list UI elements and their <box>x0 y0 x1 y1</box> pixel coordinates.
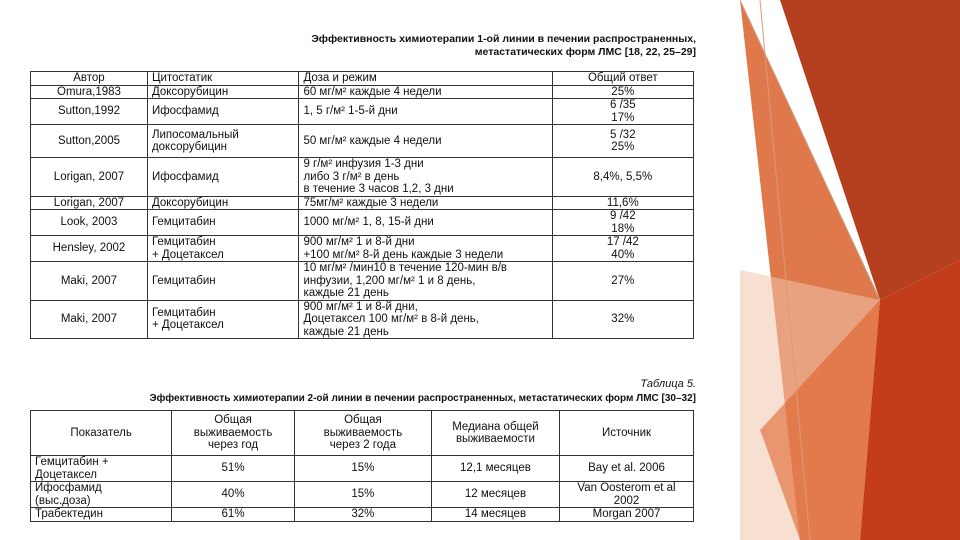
table2-cell-os2: 32% <box>294 508 431 522</box>
table2-cell-indicator: Ифосфамид (выс.доза) <box>31 482 172 508</box>
table1-cell-author: Hensley, 2002 <box>31 236 148 262</box>
table1-cell-response: 9 /42 18% <box>552 210 693 236</box>
table1-cell-dose: 10 мг/м² /мин10 в течение 120-мин в/в инфузии, 1,200 мг/м² 1 и 8 день, каждые 21 день <box>299 262 552 301</box>
table1-cell-drug: Ифосфамид <box>147 99 299 125</box>
table2-label: Таблица 5. <box>640 378 696 390</box>
table1-cell-drug: Гемцитабин + Доцетаксел <box>147 300 299 339</box>
table2-cell-median: 12,1 месяцев <box>431 456 559 482</box>
table1-cell-drug: Гемцитабин <box>147 262 299 301</box>
table1-cell-response: 8,4%, 5,5% <box>552 158 693 197</box>
table1-row <box>31 85 694 99</box>
table1-cell-drug: Доксорубицин <box>147 85 299 99</box>
table1-cell-response: 17 /42 40% <box>552 236 693 262</box>
table1-cell-dose: 1000 мг/м² 1, 8, 15-й дни <box>299 210 552 236</box>
table2-cell-source: Morgan 2007 <box>560 508 694 522</box>
table2-row <box>31 456 694 482</box>
table2-cell-source: Bay et al. 2006 <box>560 456 694 482</box>
table2-row <box>31 482 694 508</box>
table1-cell-dose: 9 г/м² инфузия 1-3 дни либо 3 г/м² в день в течение 3 часов 1,2, 3 дни <box>299 158 552 197</box>
table2-cell-indicator: Трабектедин <box>31 508 172 522</box>
table1-row <box>31 158 694 197</box>
table1-cell-drug: Гемцитабин + Доцетаксел <box>147 236 299 262</box>
table1-cell-author: Look, 2003 <box>31 210 148 236</box>
table1-cell-drug: Доксорубицин <box>147 196 299 210</box>
table1-cell-dose: 900 мг/м² 1 и 8-й дни, Доцетаксел 100 мг/м² в 8-й день, каждые 21 день <box>299 300 552 339</box>
table2-cell-os1: 61% <box>172 508 295 522</box>
table1-cell-author: Sutton,2005 <box>31 125 148 158</box>
table1-row <box>31 196 694 210</box>
table2-cell-os2: 15% <box>294 482 431 508</box>
table1-cell-response: 27% <box>552 262 693 301</box>
table1-cell-drug: Липосомальный доксорубицин <box>147 125 299 158</box>
table1-cell-dose: 50 мг/м² каждые 4 недели <box>299 125 552 158</box>
table1-cell-response: 5 /32 25% <box>552 125 693 158</box>
table1-row <box>31 262 694 301</box>
table1-cell-dose: 900 мг/м² 1 и 8-й дни +100 мг/м² 8-й день каждые 3 недели <box>299 236 552 262</box>
table2-cell-median: 14 месяцев <box>431 508 559 522</box>
table1-cell-author: Omura,1983 <box>31 85 148 99</box>
table1-cell-dose: 1, 5 г/м² 1-5-й дни <box>299 99 552 125</box>
table2-header-indicator: Показатель <box>31 411 172 456</box>
table1-title-line2: метастатических форм ЛМС [18, 22, 25–29] <box>474 46 696 58</box>
table2-header-source: Источник <box>560 411 694 456</box>
table1-header-author: Автор <box>31 72 148 86</box>
table1-cell-response: 32% <box>552 300 693 339</box>
table1-row <box>31 210 694 236</box>
table2-header-os2: Общая выживаемость через 2 года <box>294 411 431 456</box>
table1-cell-author: Lorigan, 2007 <box>31 196 148 210</box>
table1 <box>30 71 694 339</box>
table2-cell-source: Van Oosterom et al 2002 <box>560 482 694 508</box>
table2-cell-indicator: Гемцитабин + Доцетаксел <box>31 456 172 482</box>
table1-row <box>31 300 694 339</box>
table1-cell-response: 6 /35 17% <box>552 99 693 125</box>
table1-cell-author: Maki, 2007 <box>31 262 148 301</box>
table1-cell-author: Sutton,1992 <box>31 99 148 125</box>
table2-title: Эффективность химиотерапии 2-ой линии в печении распространенных, метастатических форм ЛМС [30–32] <box>149 393 696 404</box>
table2-cell-os2: 15% <box>294 456 431 482</box>
table1-cell-drug: Ифосфамид <box>147 158 299 197</box>
table1-header-drug: Цитостатик <box>147 72 299 86</box>
table1-cell-dose: 75мг/м² каждые 3 недели <box>299 196 552 210</box>
table1-row <box>31 125 694 158</box>
table2-cell-os1: 51% <box>172 456 295 482</box>
table2-cell-median: 12 месяцев <box>431 482 559 508</box>
table1-cell-response: 25% <box>552 85 693 99</box>
table2-row <box>31 508 694 522</box>
table2-cell-os1: 40% <box>172 482 295 508</box>
table1-cell-author: Lorigan, 2007 <box>31 158 148 197</box>
table1-row <box>31 99 694 125</box>
table1-title-line1: Эффективность химиотерапии 1-ой линии в печении распространенных, <box>311 33 696 45</box>
table1-header-dose: Доза и режим <box>299 72 552 86</box>
table1-header-response: Общий ответ <box>552 72 693 86</box>
table1-title <box>260 33 696 59</box>
table1-row <box>31 236 694 262</box>
table1-cell-dose: 60 мг/м² каждые 4 недели <box>299 85 552 99</box>
table2-header-row <box>31 411 694 456</box>
table1-cell-drug: Гемцитабин <box>147 210 299 236</box>
table1-header-row <box>31 72 694 86</box>
table2-header-median: Медиана общей выживаемости <box>431 411 559 456</box>
table1-cell-author: Maki, 2007 <box>31 300 148 339</box>
table1-cell-response: 11,6% <box>552 196 693 210</box>
table2 <box>30 410 694 522</box>
table2-header-os1: Общая выживаемость через год <box>172 411 295 456</box>
